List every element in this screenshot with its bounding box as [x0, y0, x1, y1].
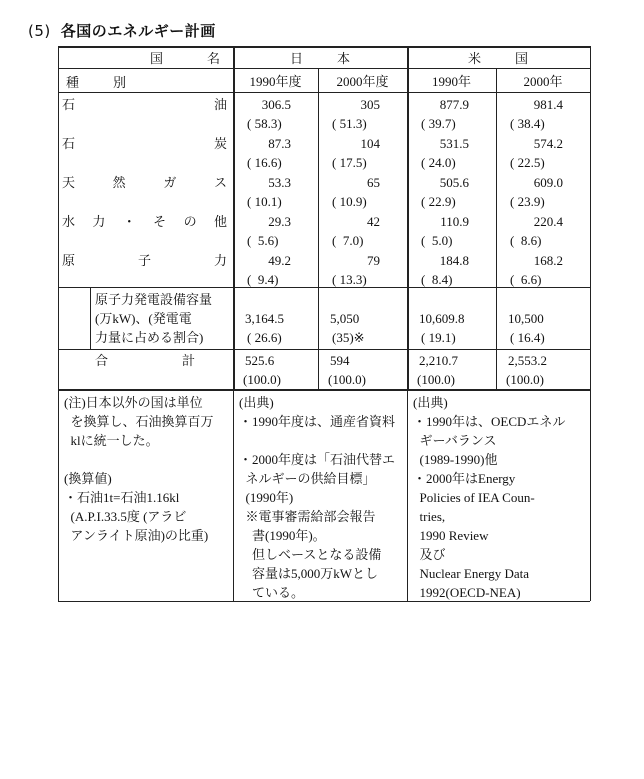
- table-cell-value: 65: [367, 175, 380, 190]
- row-label-char: 天: [62, 175, 76, 190]
- header-kokumei-char: 国: [150, 51, 164, 66]
- nuclear-capacity-value: 3,164.5: [245, 311, 284, 326]
- row-label-char: そ: [153, 214, 167, 229]
- row-label: [62, 174, 227, 191]
- table-cell-share: ( 51.3): [332, 116, 367, 131]
- total-top-rule: [58, 349, 590, 350]
- row-label-char: ス: [213, 175, 227, 190]
- note-left-line: (換算値): [64, 471, 112, 486]
- row-label: [62, 135, 227, 152]
- row-label: [62, 252, 227, 269]
- header-japan-char: 日: [290, 51, 304, 66]
- nuclear-capacity-label: (万kW)、(発電電: [95, 311, 192, 326]
- table-cell-share: ( 10.1): [247, 194, 282, 209]
- table-cell-value: 168.2: [533, 253, 563, 268]
- row-label-char: 石: [62, 97, 76, 112]
- section-title-text: 各国のエネルギー計画: [60, 22, 216, 40]
- total-value: 2,553.2: [508, 353, 547, 368]
- table-cell-share: ( 8.4): [421, 272, 453, 287]
- note-middle-line: 容量は5,000万kWとし: [239, 566, 379, 581]
- note-middle-line: ※電事審需給部会報告: [239, 509, 376, 524]
- table-cell-value: 877.9: [439, 97, 469, 112]
- header-shubetsu: [66, 74, 126, 91]
- note-right-line: ・2000年はEnergy: [413, 471, 516, 486]
- note-right-line: (1989-1990)他: [413, 452, 498, 467]
- note-middle-line: (出典): [239, 395, 274, 410]
- year-header: 1990年度: [249, 74, 302, 89]
- note-middle-line: ・1990年度は、通産省資料: [239, 414, 396, 429]
- row-label-char: 炭: [213, 136, 227, 151]
- table-cell-value: 42: [367, 214, 380, 229]
- note-middle-line: 但しベースとなる設備: [239, 547, 382, 562]
- table-cell-share: ( 5.0): [421, 233, 453, 248]
- total-share: (100.0): [243, 372, 281, 387]
- section-number: (5): [28, 22, 51, 40]
- row-label: [62, 213, 227, 230]
- year-header: 2000年: [523, 74, 563, 89]
- header-shubetsu-char: 別: [112, 75, 126, 90]
- table-cell-share: ( 38.4): [510, 116, 545, 131]
- table-cell-share: ( 8.6): [510, 233, 542, 248]
- note-left-line: ・石油1t=石油1.16kl: [64, 490, 180, 505]
- note-right-line: 1992(OECD-NEA): [413, 585, 521, 600]
- right-border: [590, 46, 591, 601]
- header-japan: [290, 50, 350, 67]
- table-top-rule: [58, 46, 590, 48]
- table-cell-value: 104: [360, 136, 380, 151]
- header-kokumei-char: 名: [206, 51, 220, 66]
- row-label-char: の: [183, 214, 197, 229]
- table-cell-share: ( 6.6): [510, 272, 542, 287]
- row-label-char: 原: [62, 253, 76, 268]
- nuclear-capacity-value: 5,050: [330, 311, 360, 326]
- note-right-line: Nuclear Energy Data: [413, 566, 529, 581]
- left-border: [58, 46, 59, 601]
- note-right-line: tries,: [413, 509, 446, 524]
- table-cell-value: 184.8: [439, 253, 469, 268]
- nuclear-capacity-label: 力量に占める割合): [95, 330, 204, 345]
- row-label-char: 油: [213, 97, 227, 112]
- table-cell-value: 981.4: [533, 97, 563, 112]
- note-right-line: 及び: [413, 547, 446, 562]
- table-cell-share: ( 5.6): [247, 233, 279, 248]
- row-label-char: 力: [92, 214, 106, 229]
- note-middle-line: ネルギーの供給目標」: [239, 471, 376, 486]
- header-shubetsu-char: 種: [66, 75, 80, 90]
- table-cell-share: ( 24.0): [421, 155, 456, 170]
- header-usa: [468, 50, 528, 67]
- total-label: [95, 352, 195, 369]
- total-value: 525.6: [245, 353, 275, 368]
- note-left-line: klに統一した。: [64, 433, 159, 448]
- total-share: (100.0): [328, 372, 366, 387]
- table-cell-value: 79: [367, 253, 380, 268]
- notes-divider-1: [233, 389, 234, 601]
- row-label-char: 石: [62, 136, 76, 151]
- row-label-char: 然: [112, 175, 126, 190]
- note-middle-line: 書(1990年)。: [239, 528, 326, 543]
- table-cell-share: ( 22.9): [421, 194, 456, 209]
- year-divider: [233, 68, 590, 69]
- note-right-line: ・1990年は、OECDエネル: [413, 414, 566, 429]
- row-label-char: 他: [213, 214, 227, 229]
- table-cell-share: ( 13.3): [332, 272, 367, 287]
- table-cell-value: 49.2: [268, 253, 291, 268]
- total-value: 2,210.7: [419, 353, 458, 368]
- row-label-char: 水: [62, 214, 76, 229]
- table-cell-share: ( 23.9): [510, 194, 545, 209]
- note-right-line: Policies of IEA Coun-: [413, 490, 535, 505]
- table-cell-share: ( 16.6): [247, 155, 282, 170]
- header-label-split: [58, 68, 233, 69]
- nuclear-capacity-label: 原子力発電設備容量: [95, 292, 213, 307]
- year-header: 1990年: [431, 74, 471, 89]
- note-right-line: 1990 Review: [413, 528, 489, 543]
- note-left-line: (注)日本以外の国は単位: [64, 395, 203, 410]
- header-kokumei: [150, 50, 220, 67]
- section-title: [28, 20, 216, 41]
- table-cell-value: 305: [360, 97, 380, 112]
- row-label-char: 力: [213, 253, 227, 268]
- header-usa-char: 国: [514, 51, 528, 66]
- table-cell-value: 220.4: [533, 214, 563, 229]
- nuclear-capacity-share: ( 16.4): [510, 330, 545, 345]
- table-cell-value: 87.3: [268, 136, 291, 151]
- total-bottom-rule: [58, 389, 590, 391]
- note-left-line: (A.P.I.33.5度 (アラビ: [64, 509, 187, 524]
- table-cell-share: ( 10.9): [332, 194, 367, 209]
- year-header: 2000年度: [336, 74, 389, 89]
- table-cell-share: ( 22.5): [510, 155, 545, 170]
- table-cell-share: ( 9.4): [247, 272, 279, 287]
- table-cell-share: ( 58.3): [247, 116, 282, 131]
- table-cell-value: 29.3: [268, 214, 291, 229]
- note-left-line: を換算し、石油換算百万: [64, 414, 214, 429]
- notes-divider-2: [407, 389, 408, 601]
- row-label: [62, 96, 227, 113]
- nuclear-capacity-share: ( 19.1): [421, 330, 456, 345]
- nuclear-capacity-share: (35)※: [332, 330, 365, 345]
- total-share: (100.0): [506, 372, 544, 387]
- table-cell-value: 306.5: [261, 97, 291, 112]
- header-usa-char: 米: [468, 51, 482, 66]
- header-japan-char: 本: [336, 51, 350, 66]
- note-right-line: ギーバランス: [413, 433, 497, 448]
- note-right-line: (出典): [413, 395, 448, 410]
- nuclear-capacity-value: 10,609.8: [419, 311, 465, 326]
- nuclear-indent-rule: [90, 287, 91, 349]
- row-label-char: ガ: [163, 175, 177, 190]
- total-label-char: 計: [181, 353, 195, 368]
- table-cell-value: 110.9: [440, 214, 469, 229]
- note-middle-line: ている。: [239, 585, 305, 600]
- table-cell-share: ( 17.5): [332, 155, 367, 170]
- table-cell-value: 53.3: [268, 175, 291, 190]
- header-bottom-rule: [58, 92, 590, 93]
- table-cell-share: ( 39.7): [421, 116, 456, 131]
- row-label-char: 子: [137, 253, 151, 268]
- nuclear-capacity-share: ( 26.6): [247, 330, 282, 345]
- row-label-char: ・: [122, 214, 136, 229]
- table-cell-value: 574.2: [533, 136, 563, 151]
- table-cell-value: 609.0: [533, 175, 563, 190]
- table-cell-share: ( 7.0): [332, 233, 364, 248]
- total-label-char: 合: [95, 353, 109, 368]
- nuclear-capacity-value: 10,500: [508, 311, 544, 326]
- table-cell-value: 531.5: [439, 136, 469, 151]
- note-middle-line: ・2000年度は「石油代替エ: [239, 452, 396, 467]
- total-share: (100.0): [417, 372, 455, 387]
- total-value: 594: [330, 353, 350, 368]
- note-middle-line: (1990年): [239, 490, 294, 505]
- note-left-line: アンライト原油)の比重): [64, 528, 209, 543]
- table-cell-value: 505.6: [439, 175, 469, 190]
